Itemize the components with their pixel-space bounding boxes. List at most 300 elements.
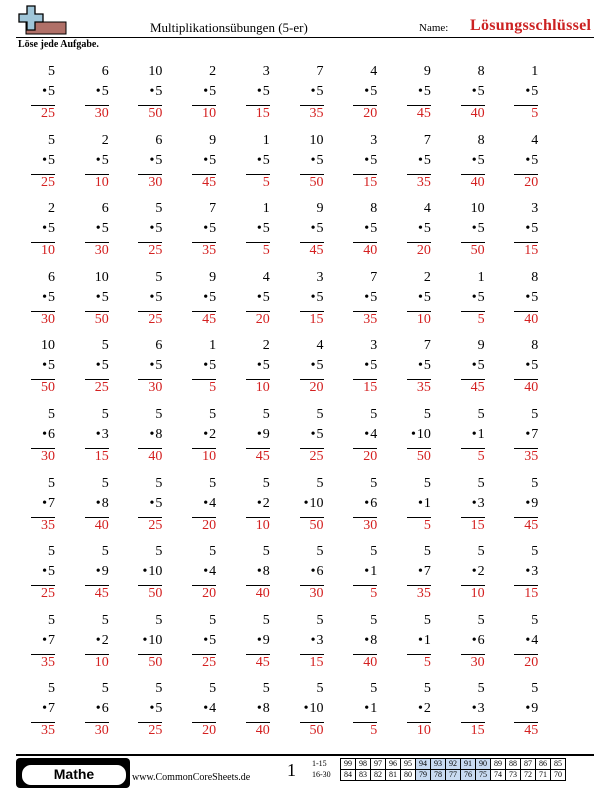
multiply-operator: • [149,427,155,442]
multiplier-line [339,427,381,443]
multiplicand: 4 [423,201,431,217]
multiplier: 10 [309,701,324,717]
problem [178,544,220,608]
multiply-operator: • [95,84,101,99]
multiplier: 5 [155,221,163,237]
multiplier: 3 [477,495,485,511]
multiply-operator: • [525,701,531,717]
multiplicand: 10 [470,201,485,217]
multiply-operator: • [525,495,531,511]
multiply-operator: • [417,84,423,99]
answer-key-label: Lösungsschlüssel [470,17,592,34]
subject-label: Mathe [53,766,95,782]
multiply-operator: • [471,427,477,442]
multiplicand: 9 [477,338,485,354]
score-cell: 95 [401,759,416,770]
multiplier-line [178,564,220,580]
multiplier-line [393,633,435,649]
multiply-operator: • [525,632,531,648]
multiplicand: 7 [370,269,378,285]
answer: 15 [363,380,378,396]
answer: 20 [524,174,539,190]
multiplicand: 5 [477,475,485,491]
multiplier-line [124,564,166,580]
multiplier-line [71,564,113,580]
score-cell: 70 [551,770,566,781]
multiply-operator: • [471,564,477,580]
multiply-operator: • [471,495,477,511]
multiplier-line [447,153,489,169]
multiplier: 5 [48,152,55,168]
multiplier-line [393,153,435,169]
problem [447,544,489,608]
multiply-operator: • [310,84,316,99]
score-row-label: 16-30 [312,770,331,779]
multiplier: 7 [531,427,539,442]
multiplier: 2 [477,564,485,580]
multiplicand: 5 [477,544,485,560]
answer: 10 [202,449,217,464]
website-link[interactable]: www.CommonCoreSheets.de [132,772,251,783]
multiplicand: 5 [48,475,55,491]
score-cell: 99 [341,759,356,770]
problem [17,476,59,540]
multiply-operator: • [42,289,47,305]
problem [71,270,113,334]
problem [232,407,274,471]
multiplicand: 5 [370,407,378,422]
multiplier-line [17,701,59,717]
multiplicand: 6 [155,338,163,354]
multiplier: 9 [262,632,270,648]
answer: 10 [416,311,431,327]
answer: 50 [416,449,431,464]
answer: 50 [309,517,324,533]
multiplicand: 5 [316,407,324,422]
answer: 20 [309,380,324,396]
multiply-operator: • [42,221,47,237]
multiplicand: 5 [262,544,270,560]
multiplier: 5 [423,84,431,99]
answer: 50 [470,243,485,259]
multiplicand: 5 [101,338,109,354]
multiply-operator: • [310,632,316,648]
multiplier: 3 [101,427,109,442]
multiplicand: 5 [423,681,431,697]
answer: 25 [148,517,163,533]
answer: 10 [202,106,217,121]
multiplier-line [17,153,59,169]
multiplier-line [71,153,113,169]
answer: 40 [255,723,270,739]
multiplier: 2 [101,632,109,648]
multiplicand: 9 [209,132,217,148]
answer: 30 [41,311,55,327]
multiplier: 5 [531,84,539,99]
score-cell: 89 [491,759,506,770]
multiply-operator: • [203,358,209,374]
multiplicand: 5 [155,269,163,285]
multiply-operator: • [256,632,262,648]
multiplicand: 1 [209,338,217,354]
answer: 45 [524,517,539,533]
problem [124,681,166,745]
multiply-operator: • [417,289,423,305]
score-cell: 85 [551,759,566,770]
multiplier: 6 [48,427,55,442]
multiplier: 5 [370,221,378,237]
answer: 10 [255,517,270,533]
multiply-operator: • [95,495,101,511]
problem [500,338,542,402]
multiplicand: 5 [48,681,55,697]
score-cell: 83 [356,770,371,781]
answer: 30 [94,723,109,739]
answer: 35 [202,243,217,259]
answer: 20 [202,723,217,739]
multiplier-line [339,496,381,512]
score-cell: 78 [431,770,446,781]
multiplicand: 5 [48,612,55,628]
multiplier: 5 [262,289,270,305]
multiplier-line [500,84,542,100]
multiplier: 5 [101,289,109,305]
multiply-operator: • [203,289,209,305]
multiplier: 5 [316,289,324,305]
multiplier: 5 [155,289,163,305]
answer: 40 [255,586,270,602]
answer: 45 [202,311,217,327]
problem [17,338,59,402]
problem [500,544,542,608]
problem [124,270,166,334]
problem [447,613,489,677]
multiplier: 7 [48,632,55,648]
problem [232,270,274,334]
multiply-operator: • [149,495,155,511]
multiplicand: 5 [423,612,431,628]
score-cell: 75 [476,770,491,781]
answer: 25 [202,654,217,670]
multiplier-line [286,564,328,580]
multiply-operator: • [364,358,370,374]
multiplicand: 5 [155,544,163,560]
multiplier-line [447,358,489,374]
multiplier-line [232,358,274,374]
problem [232,613,274,677]
multiplicand: 5 [155,201,163,217]
answer: 50 [148,586,163,602]
answer: 35 [416,586,431,602]
multiplier-line [124,633,166,649]
multiplicand: 3 [531,201,539,217]
problem [447,270,489,334]
multiplier-line [339,221,381,237]
multiplier-line [17,84,59,100]
multiplicand: 5 [370,475,378,491]
problem [339,613,381,677]
problem [286,270,328,334]
multiplicand: 5 [370,544,378,560]
multiplier-line [178,633,220,649]
answer: 10 [94,654,109,670]
problem [447,338,489,402]
multiplicand: 7 [423,132,431,148]
multiplier: 5 [209,84,217,99]
answer: 40 [363,243,378,259]
page-title: Multiplikationsübungen (5-er) [150,20,308,35]
problem [286,681,328,745]
multiplier: 10 [148,632,163,648]
multiply-operator: • [95,632,101,648]
multiplicand: 10 [94,269,109,285]
multiplier: 5 [101,358,109,374]
score-cell: 86 [536,759,551,770]
answer: 15 [309,311,324,327]
problem [500,476,542,540]
multiply-operator: • [42,427,47,442]
multiplicand: 9 [316,201,324,217]
problem [178,64,220,128]
problem [393,133,435,197]
problem [71,407,113,471]
multiplicand: 10 [41,338,55,354]
answer: 15 [255,106,270,121]
multiplier: 1 [423,495,431,511]
answer: 25 [148,723,163,739]
multiplier-line [178,221,220,237]
answer: 35 [41,517,55,533]
multiplier-line [447,496,489,512]
multiplier-line [232,290,274,306]
multiplicand: 5 [316,475,324,491]
multiplier-line [447,427,489,443]
multiplier-line [393,84,435,100]
multiplicand: 5 [262,407,270,422]
multiplier: 1 [370,564,378,580]
problem [447,133,489,197]
multiplier: 5 [423,152,431,168]
problem [500,407,542,471]
multiply-operator: • [149,701,155,717]
multiplier: 3 [316,632,324,648]
multiply-operator: • [256,427,262,442]
multiplier: 5 [48,358,55,374]
score-cell: 74 [491,770,506,781]
answer: 45 [255,449,270,464]
multiply-operator: • [42,495,47,511]
problem [178,338,220,402]
problem [500,613,542,677]
multiplier: 7 [423,564,431,580]
score-cell: 81 [386,770,401,781]
problem [17,270,59,334]
multiplicand: 5 [48,132,55,148]
answer: 30 [148,380,163,396]
multiply-operator: • [310,289,316,305]
multiplier: 5 [262,152,270,168]
multiplier: 5 [370,289,378,305]
multiplicand: 5 [531,681,539,697]
multiplier-line [232,221,274,237]
multiply-operator: • [525,289,531,305]
answer: 10 [255,380,270,396]
multiplier-line [178,427,220,443]
multiplicand: 5 [101,407,109,422]
multiply-operator: • [471,84,477,99]
answer: 35 [41,723,55,739]
multiply-operator: • [203,152,209,168]
multiplier-line [286,358,328,374]
score-cell: 90 [476,759,491,770]
score-cell: 79 [416,770,431,781]
multiply-operator: • [42,632,47,648]
multiply-operator: • [471,221,477,237]
multiplier-line [71,633,113,649]
multiplier-line [124,427,166,443]
multiplicand: 8 [477,132,485,148]
multiplier-line [17,221,59,237]
multiplier-line [500,701,542,717]
multiplicand: 5 [209,544,217,560]
problem [339,338,381,402]
problem [71,64,113,128]
problem [178,133,220,197]
answer: 40 [470,174,485,190]
multiply-operator: • [42,701,47,717]
score-row-label: 1-15 [312,759,327,768]
score-cell: 76 [461,770,476,781]
problem [500,64,542,128]
multiply-operator: • [471,289,477,305]
multiplicand: 4 [531,132,539,148]
answer: 5 [477,449,485,464]
answer: 5 [477,311,485,327]
multiplier: 5 [477,221,485,237]
multiplier: 5 [48,289,55,305]
answer: 25 [41,106,55,121]
multiplicand: 6 [101,64,109,79]
multiplicand: 3 [262,64,270,79]
answer: 15 [524,243,539,259]
multiplicand: 8 [477,64,485,79]
multiplier-line [124,290,166,306]
multiplier-line [339,633,381,649]
multiplier-line [17,358,59,374]
multiplier: 5 [316,358,324,374]
multiplicand: 5 [531,407,539,422]
multiply-operator: • [142,632,148,648]
multiplier: 5 [209,289,217,305]
answer: 30 [94,106,109,121]
multiplier-line [286,153,328,169]
multiplier-line [447,701,489,717]
multiplicand: 2 [48,201,55,217]
answer: 15 [363,174,378,190]
answer: 10 [94,174,109,190]
answer: 20 [524,654,539,670]
problem [17,201,59,265]
problem [232,338,274,402]
multiplier-line [178,496,220,512]
answer: 45 [470,380,485,396]
answer: 35 [41,654,55,670]
answer: 5 [423,654,431,670]
multiplier: 4 [531,632,539,648]
problem [339,681,381,745]
answer: 20 [363,106,378,121]
multiply-operator: • [256,152,262,168]
multiplier-line [178,84,220,100]
answer: 15 [309,654,324,670]
multiplicand: 8 [531,269,539,285]
multiplier-line [232,496,274,512]
multiply-operator: • [417,495,423,511]
problem [339,270,381,334]
multiplicand: 5 [316,612,324,628]
score-cell: 94 [416,759,431,770]
multiplicand: 1 [477,269,485,285]
multiplier-line [447,84,489,100]
answer: 15 [94,449,109,464]
problem [393,476,435,540]
multiplier: 5 [155,84,163,99]
multiplier-line [232,427,274,443]
answer: 50 [148,654,163,670]
multiplier: 6 [316,564,324,580]
score-cell: 88 [506,759,521,770]
multiply-operator: • [149,289,155,305]
multiply-operator: • [310,221,316,237]
multiplier: 5 [316,221,324,237]
multiplier: 9 [531,701,539,717]
multiply-operator: • [256,221,262,237]
multiply-operator: • [95,358,101,374]
problem [393,544,435,608]
multiply-operator: • [95,564,101,580]
problem [71,476,113,540]
multiply-operator: • [203,84,209,99]
multiplier: 2 [423,701,431,717]
multiplier: 9 [262,427,270,442]
multiplier: 5 [262,84,270,99]
multiplier: 4 [209,495,217,511]
multiply-operator: • [203,632,209,648]
multiplier-line [178,358,220,374]
problem [71,681,113,745]
multiplier-line [500,496,542,512]
multiplier: 3 [531,564,539,580]
multiplicand: 6 [48,269,55,285]
score-row [312,770,566,781]
multiplier-line [286,221,328,237]
problem [447,476,489,540]
answer: 45 [255,654,270,670]
problem [500,681,542,745]
problem [500,270,542,334]
problem [124,544,166,608]
score-cell: 72 [521,770,536,781]
problem [339,476,381,540]
multiplier-line [393,290,435,306]
answer: 35 [524,449,539,464]
multiplier: 4 [370,427,378,442]
multiplicand: 5 [262,475,270,491]
multiplicand: 4 [370,64,378,79]
problem [17,613,59,677]
multiplicand: 3 [370,338,378,354]
multiplier: 5 [531,221,539,237]
